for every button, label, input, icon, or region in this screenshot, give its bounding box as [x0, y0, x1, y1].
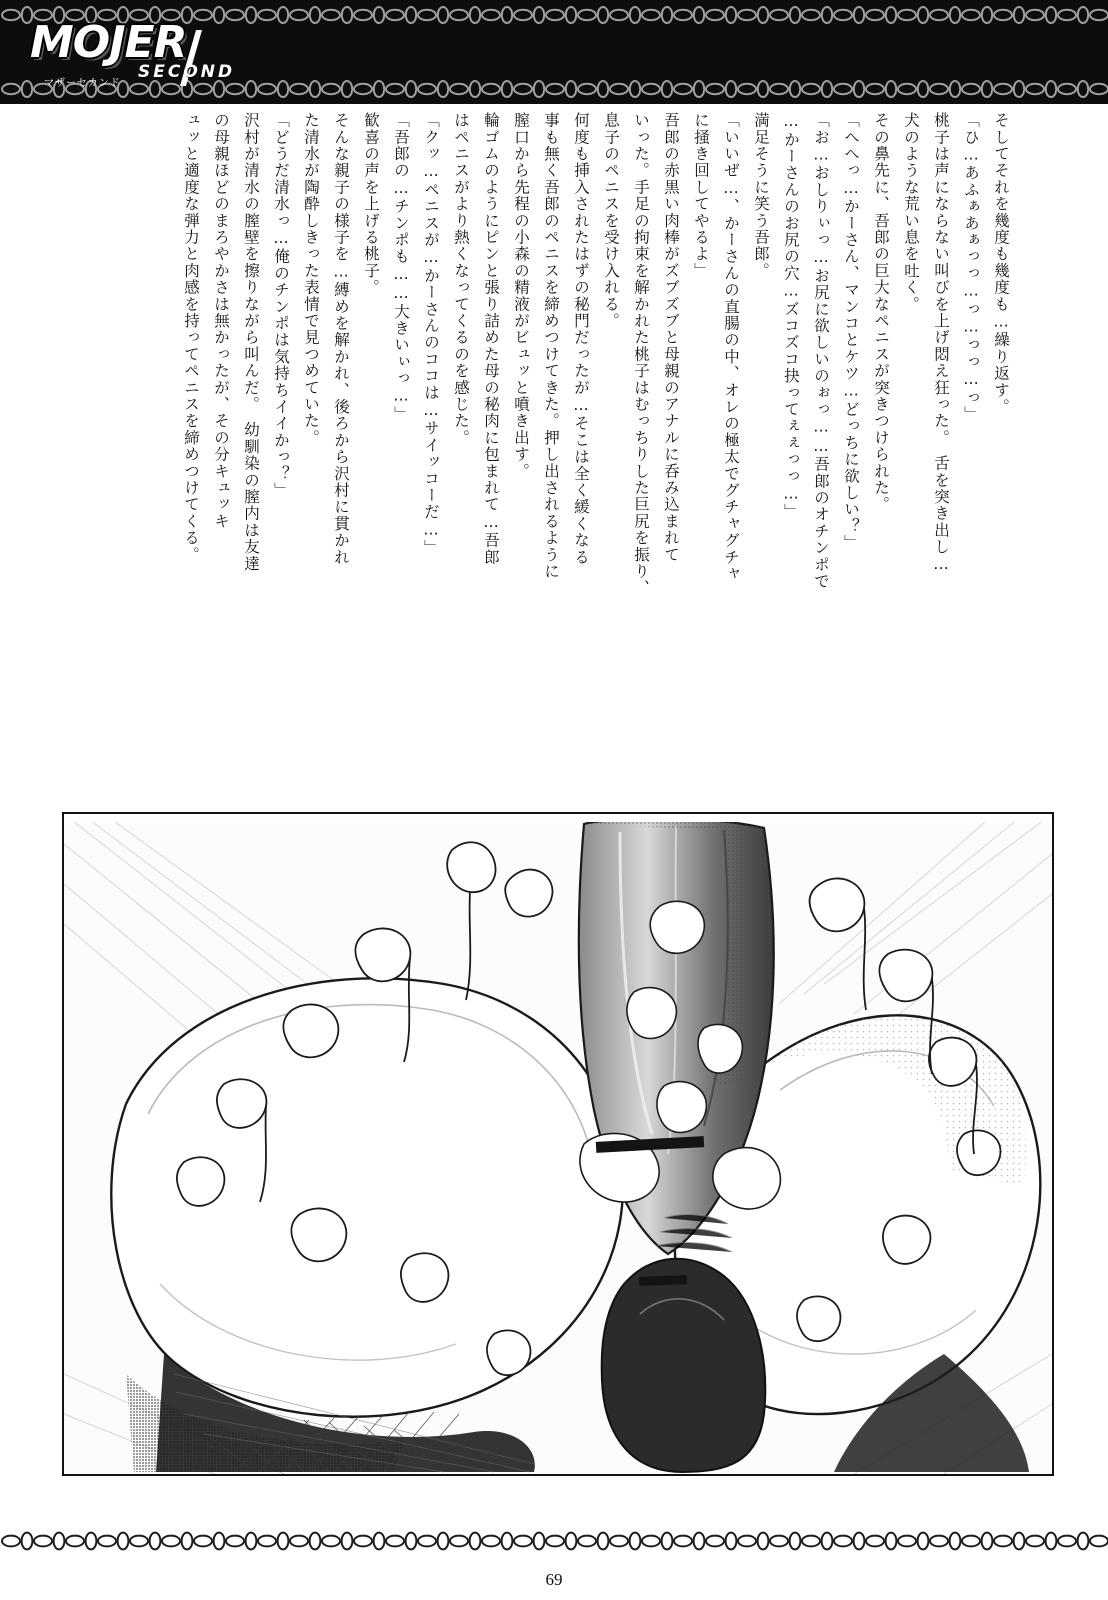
logo-subtitle-jp: マザーセカンド	[44, 78, 121, 89]
manga-illustration-panel	[62, 812, 1054, 1476]
text-column: 「お…おしりぃっ…お尻に欲しいのぉっ……吾郎のオチンポで	[812, 112, 830, 590]
text-column: 何度も挿入されたはずの秘門だったが…そこは全く緩くなる	[572, 112, 590, 566]
text-column: 桃子は声にならない叫びを上げ悶え狂った。 舌を突き出し…	[932, 112, 950, 575]
body-text-block	[72, 112, 1016, 772]
page-number: 69	[545, 1570, 563, 1589]
text-column: 「ひ…あふぁあぁっっ…っ…っっ…っ」	[962, 112, 980, 423]
text-column: そしてそれを幾度も幾度も…繰り返す。	[992, 112, 1010, 416]
text-column: 「どうだ清水っ…俺のチンポは気持ちイイかっ？」	[272, 112, 290, 499]
text-column: 輪ゴムのようにピンと張り詰めた母の秘肉に包まれて…吾郎	[482, 112, 500, 566]
text-column: いった。手足の拘束を解かれた桃子はむっちりした巨尻を振り、	[632, 112, 650, 597]
text-column: 事も無く吾郎のペニスを締めつけてきた。押し出されるように	[542, 112, 560, 580]
footer-chain-icon	[0, 1530, 1108, 1552]
text-column: 「へへっ…かーさん、マンコとケツ…どっちに欲しい？」	[842, 112, 860, 552]
text-column: ュッと適度な弾力と肉感を持ってペニスを締めつけてくる。	[182, 112, 200, 563]
text-column: に掻き回してやるよ」	[692, 112, 710, 279]
text-column: 「クッ…ペニスが…かーさんのココは…サイッコーだ…」	[422, 112, 440, 557]
text-column: 満足そうに笑う吾郎。	[752, 112, 770, 279]
footer-band	[0, 1528, 1108, 1600]
text-column: 犬のような荒い息を吐く。	[902, 112, 920, 313]
header-band	[0, 0, 1108, 104]
text-column: 「吾郎の…チンポも……大きいぃっ…」	[392, 112, 410, 423]
censor-bar-lower	[639, 1275, 687, 1286]
text-column: …かーさんのお尻の穴…ズコズコ抉ってぇぇっっ…」	[782, 112, 800, 521]
text-column: の母親ほどのまろやかさは無かったが、その分キュッキ	[212, 112, 230, 530]
logo-main-title: MOJER	[30, 17, 187, 68]
text-column: 「いいぜ…、かーさんの直腸の中、オレの極太でグチャグチャ	[722, 112, 740, 583]
text-column: その鼻先に、吾郎の巨大なペニスが突きつけられた。	[872, 112, 890, 513]
text-column: はペニスがより熱くなってくるのを感じた。	[452, 112, 470, 446]
text-column: 歓喜の声を上げる桃子。	[362, 112, 380, 296]
illustration-artwork	[64, 814, 1052, 1474]
logo-subtitle-en: SECOND	[138, 62, 236, 82]
text-column: た清水が陶酔しきった表情で見つめていた。	[302, 112, 320, 446]
text-column: そんな親子の様子を…縛めを解かれ、後ろから沢村に貫かれ	[332, 112, 350, 566]
text-column: 吾郎の赤黒い肉棒がズブズブと母親のアナルに呑み込まれて	[662, 112, 680, 563]
text-column: 沢村が清水の膣壁を擦りながら叫んだ。 幼馴染の膣内は友達	[242, 112, 260, 572]
text-column: 膣口から先程の小森の精液がビュッと噴き出す。	[512, 112, 530, 480]
text-column: 息子のペニスを受け入れる。	[602, 112, 620, 330]
logo	[18, 18, 298, 90]
